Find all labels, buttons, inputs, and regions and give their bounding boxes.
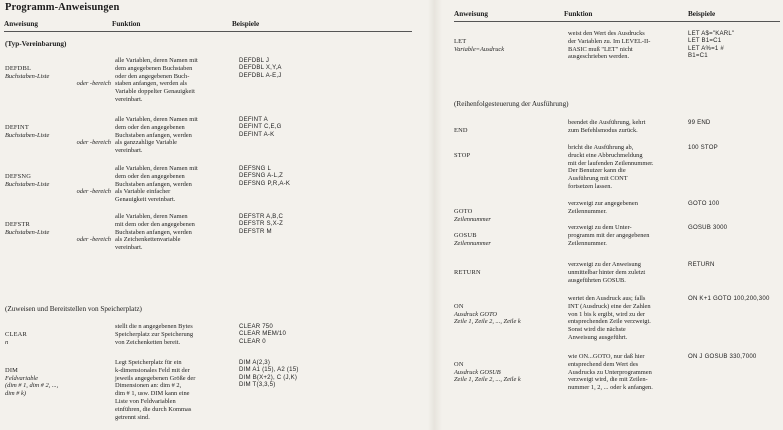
function-cell: alle Variablen, deren Namen mit dem oder den angegebenen Buchstaben anfangen, werden als Variable einfacher Genauigkeit vereinbart.	[115, 165, 198, 204]
function-cell: alle Variablen, deren Namen mit dem oder den angegebenen Buchstaben anfangen, werden als ganzzahlige Variable vereinbart.	[115, 116, 198, 155]
statement-cell	[454, 119, 564, 135]
table-row	[454, 295, 778, 342]
function-cell: wie ON...GOTO, nur daß hier entsprechend dem Wert des Ausdrucks zu Unterprogrammen verzweigt wird, die mit Zeilen- nummer 1, 2, ... oder k anfangen.	[568, 353, 653, 392]
example-cell: 99 END	[688, 119, 711, 126]
column-headers	[454, 10, 780, 22]
header-anweisung: Anweisung	[454, 10, 488, 18]
statement-name: GOTO	[454, 207, 473, 215]
statement-arg: Feldvariable (dim # 1, dim # 2, ..., dim # k)	[5, 374, 59, 398]
table-row	[5, 213, 389, 252]
function-cell: verzweigt zur angegebenen Zeilennummer.	[568, 200, 638, 215]
statement-name: LET	[454, 37, 467, 45]
statement-name: STOP	[454, 151, 471, 159]
table-row	[454, 200, 778, 223]
example-cell: DEFINT A DEFINT C,E,G DEFINT A-K	[239, 116, 282, 138]
column-headers	[4, 20, 412, 32]
table-row	[454, 144, 778, 191]
table-row	[454, 224, 778, 247]
function-cell: verzweigt zu der Anweisung unmittelbar hinter dem zuletzt ausgeführten GOSUB.	[568, 261, 646, 284]
table-row	[454, 353, 778, 392]
example-cell: LET A$="KARL" LET B1=C1 LET A%=1 # B1=C1	[688, 30, 735, 60]
statement-arg2: oder -bereich	[76, 80, 111, 88]
table-row	[5, 116, 389, 155]
statement-cell	[454, 144, 564, 191]
statement-name: DEFINT	[5, 123, 29, 131]
example-cell: ON J GOSUB 330,7000	[688, 353, 757, 360]
function-cell: beendet die Ausführung, kehrt zum Befehlsmodus zurück.	[568, 119, 646, 134]
function-cell: weist den Wert des Ausdrucks der Variablen zu. Im LEVEL-II- BASIC muß "LET" nicht ausgeschrieben werden.	[568, 30, 651, 61]
statement-arg: Ausdruck GOSUB Zeile 1, Zeile 2, ..., Zeile k	[454, 368, 521, 384]
statement-name: END	[454, 126, 468, 134]
statement-name: ON	[454, 360, 464, 368]
statement-name: DEFDBL	[5, 64, 32, 72]
table-row	[454, 119, 778, 135]
table-row	[5, 359, 389, 422]
header-beispiele: Beispiele	[688, 10, 716, 18]
header-anweisung: Anweisung	[4, 20, 38, 28]
statement-cell	[5, 323, 111, 346]
example-cell: 100 STOP	[688, 144, 718, 151]
statement-arg: Buchstaben-Liste	[5, 72, 50, 80]
statement-arg: Buchstaben-Liste	[5, 131, 50, 139]
section-typ-vereinbarung: (Typ-Vereinbarung)	[5, 40, 67, 48]
table-row	[5, 57, 389, 104]
statement-name: CLEAR	[5, 330, 27, 338]
statement-arg: Zeilennummer	[454, 215, 491, 223]
function-cell: alle Variablen, deren Namen mit dem angegebenen Buchstaben oder den angegebenen Buch- staben anfangen, werden als Variable doppelter Genauigkeit vereinbart.	[115, 57, 198, 104]
right-page	[448, 0, 783, 430]
page-gutter	[428, 0, 442, 430]
statement-name: DIM	[5, 366, 19, 374]
example-cell: RETURN	[688, 261, 715, 268]
statement-cell	[454, 261, 564, 284]
statement-cell	[454, 353, 564, 392]
statement-cell	[454, 200, 564, 223]
section-speicherplatz: (Zuweisen und Bereitstellen von Speicherplatz)	[5, 305, 142, 313]
statement-arg2: oder -bereich	[76, 139, 111, 147]
function-cell: Legt Speicherplatz für ein k-dimensionales Feld mit der jeweils angegebenen Größe der Dimensionen an: dim # 2, dim # 1, usw. DIM kann eine Liste von Feldvariablen einführen, die durch Kommas getrennt sind.	[115, 359, 196, 421]
table-row	[5, 165, 389, 204]
table-row	[454, 30, 778, 61]
statement-cell	[454, 295, 564, 342]
header-funktion: Funktion	[564, 10, 593, 18]
statement-arg: Zeilennummer	[454, 239, 491, 247]
statement-arg2: oder -bereich	[76, 188, 111, 196]
example-cell: DEFSNG L DEFSNG A-L,Z DEFSNG P,R,A-K	[239, 165, 291, 187]
function-cell: wertet den Ausdruck aus; falls INT (Ausdruck) eine der Zahlen von 1 bis k ergibt, wird zu der entsprechenden Zeile verzweigt. Sonst wird die nächste Anweisung ausgeführt.	[568, 295, 651, 342]
table-row	[454, 261, 778, 284]
function-cell: alle Variablen, deren Namen mit dem oder den angegebenen Buchstaben anfangen, werden als Zeichenkettenvariable vereinbart.	[115, 213, 195, 252]
statement-name: GOSUB	[454, 231, 477, 239]
statement-cell	[5, 57, 111, 104]
example-cell: DEFSTR A,B,C DEFSTR S,X-Z DEFSTR M	[239, 213, 284, 235]
section-reihenfolgesteuerung: (Reihenfolgesteuerung der Ausführung)	[454, 100, 569, 108]
function-cell: verzweigt zu dem Unter- programm mit der angegebenen Zeilennummer.	[568, 224, 650, 247]
example-cell: ON K+1 GOTO 100,200,300	[688, 295, 770, 302]
statement-arg: Buchstaben-Liste	[5, 180, 50, 188]
example-cell: GOTO 100	[688, 200, 720, 207]
header-beispiele: Beispiele	[232, 20, 260, 28]
statement-cell	[5, 116, 111, 155]
statement-arg: n	[5, 338, 9, 346]
page-title: Programm-Anweisungen	[5, 2, 120, 13]
statement-cell	[454, 224, 564, 247]
function-cell: bricht die Ausführung ab, druckt eine Abbruchmeldung mit der laufenden Zeilennummer. Der Benutzer kann die Ausführung mit CONT fortsetzen lassen.	[568, 144, 654, 191]
statement-cell	[5, 165, 111, 204]
statement-arg2: oder -bereich	[76, 236, 111, 244]
example-cell: GOSUB 3000	[688, 224, 728, 231]
example-cell: DEFDBL J DEFDBL X,Y,A DEFDBL A-E,J	[239, 57, 282, 79]
statement-name: DEFSTR	[5, 220, 30, 228]
function-cell: stellt die n angegebenen Bytes Speicherplatz zur Speicherung von Zeichenketten bereit.	[115, 323, 194, 346]
example-cell: CLEAR 750 CLEAR MEM/10 CLEAR 0	[239, 323, 287, 345]
header-funktion: Funktion	[112, 20, 141, 28]
table-row	[5, 323, 389, 346]
statement-name: RETURN	[454, 268, 481, 276]
statement-arg: Buchstaben-Liste	[5, 228, 50, 236]
statement-name: DEFSNG	[5, 172, 32, 180]
statement-arg: Variable=Ausdruck	[454, 45, 505, 53]
example-cell: DIM A(2,3) DIM A1 (15), A2 (15) DIM B(X+2), C (J,K) DIM T(3,3,5)	[239, 359, 299, 389]
statement-cell	[5, 213, 111, 252]
statement-name: ON	[454, 302, 464, 310]
statement-cell	[454, 30, 564, 61]
statement-cell	[5, 359, 111, 422]
statement-arg: Ausdruck GOTO Zeile 1, Zeile 2, ..., Zeile k	[454, 310, 521, 326]
